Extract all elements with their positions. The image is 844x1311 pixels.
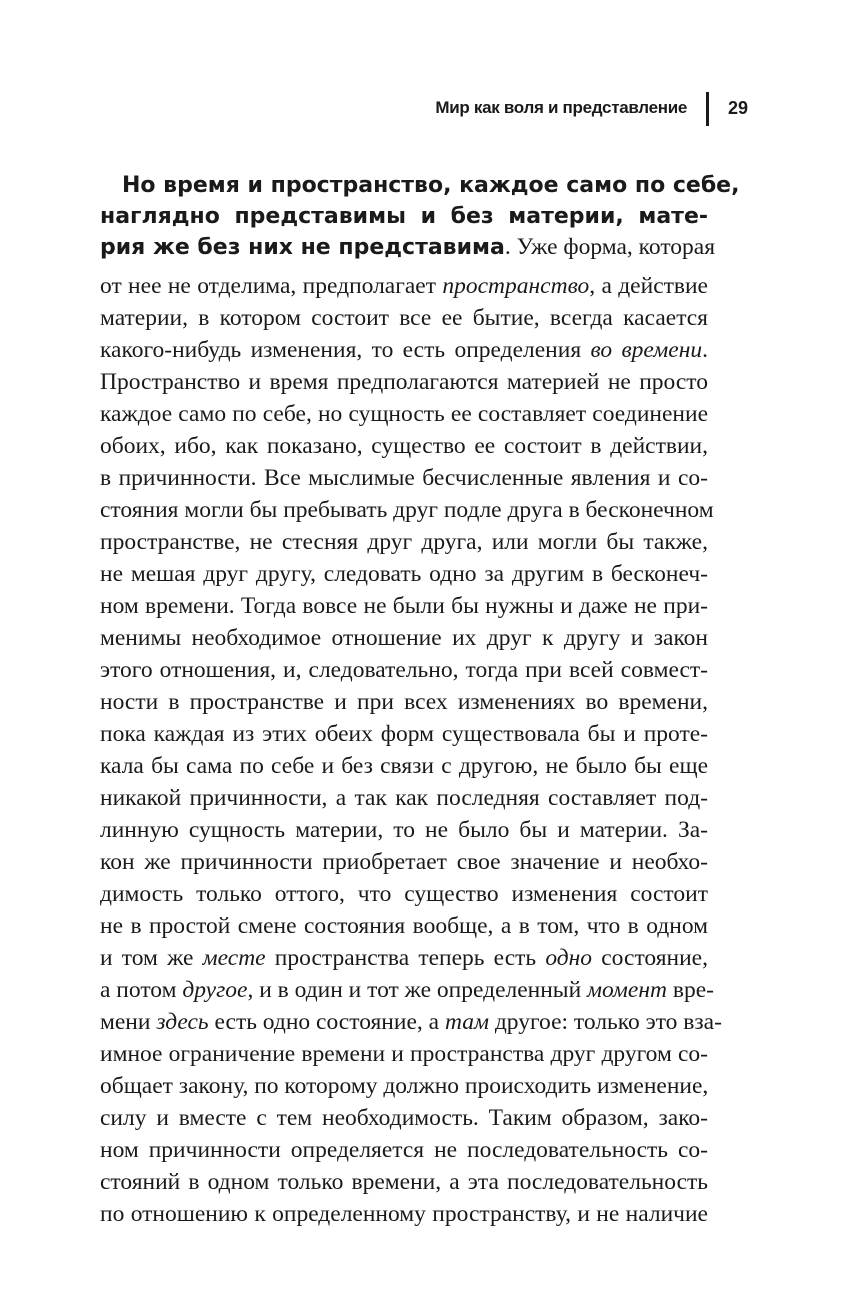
text-line: линную сущность материи, то не было бы и материи. За-	[100, 817, 708, 843]
text-line: стояний в одном только времени, а эта последовательность	[100, 1169, 708, 1195]
text-line: кала бы сама по себе и без связи с другою, не было бы еще	[100, 753, 708, 779]
text-line	[100, 201, 708, 231]
text-line	[100, 335, 708, 365]
italic-term: во времени	[590, 337, 703, 363]
italic-term: пространство	[442, 273, 590, 299]
text-line: силу и вместе с тем необходимость. Таким образом, зако-	[100, 1105, 708, 1131]
text-line	[100, 975, 714, 1005]
text-segment: от нее не отделима, предполагает	[100, 273, 443, 299]
italic-term: там	[444, 1009, 489, 1035]
text-line: Пространство и время предполагаются материей не просто	[100, 369, 708, 395]
text-line: менимы необходимое отношение их друг к другу и закон	[100, 625, 708, 651]
italic-term: момент	[587, 977, 667, 1003]
text-segment: мени	[100, 1009, 157, 1035]
text-line: димость только оттого, что существо изменения состоит	[100, 881, 708, 907]
text-segment: какого-нибудь изменения, то есть определения	[100, 337, 591, 363]
text-segment: вре-	[666, 977, 714, 1003]
text-line: этого отношения, и, следовательно, тогда при всей совмест-	[100, 657, 708, 683]
text-line: никакой причинности, а так как последняя составляет под-	[100, 785, 708, 811]
page-number: 29	[728, 98, 749, 118]
text-line: пока каждая из этих обеих форм существовала бы и проте-	[100, 721, 708, 747]
text-line: обоих, ибо, как показано, существо ее состоит в действии,	[100, 433, 708, 459]
text-line	[122, 170, 740, 200]
italic-term: месте	[202, 945, 266, 971]
running-header	[0, 92, 844, 126]
text-line: не в простой смене состояния вообще, а в том, что в одном	[100, 913, 708, 939]
text-line	[100, 271, 708, 301]
text-line: стояния могли бы пребывать друг подле друга в бесконечном	[100, 497, 714, 523]
running-title: Мир как воля и представление	[435, 98, 687, 117]
text-line: ном времени. Тогда вовсе не были бы нужны и даже не при-	[100, 593, 708, 619]
text-segment: .	[702, 337, 708, 363]
italic-term: другое	[182, 977, 248, 1003]
text-line: ности в пространстве и при всех изменениях во времени,	[100, 689, 708, 715]
text-line: материи, в котором состоит все ее бытие, всегда касается	[100, 305, 708, 331]
text-segment: пространства теперь есть	[265, 945, 546, 971]
bold-lead-text: наглядно представимы и без материи, мате-	[100, 204, 708, 229]
text-segment: . Уже форма, которая	[504, 234, 716, 260]
text-line: в причинности. Все мыслимые бесчисленные явления и со-	[100, 465, 708, 491]
text-line	[100, 232, 716, 262]
italic-term: одно	[545, 945, 593, 971]
bold-lead-text: Но время и пространство, каждое само по себе,	[122, 173, 740, 198]
text-line: ном причинности определяется не последовательность со-	[100, 1137, 708, 1163]
text-line: имное ограничение времени и пространства друг другом со-	[100, 1041, 708, 1067]
text-segment: другое: только это вза-	[488, 1009, 722, 1035]
text-line	[100, 1007, 722, 1037]
text-line: пространстве, не стесняя друг друга, или могли бы также,	[100, 529, 708, 555]
text-line: каждое само по себе, но сущность ее составляет соединение	[100, 401, 708, 427]
text-segment: , а действие	[589, 273, 708, 299]
text-line	[100, 943, 708, 973]
italic-term: здесь	[156, 1009, 209, 1035]
text-line: по отношению к определенному пространству, и не наличие	[100, 1201, 708, 1227]
text-segment: , и в один и тот же определенный	[247, 977, 588, 1003]
text-segment: а потом	[100, 977, 183, 1003]
text-line: кон же причинности приобретает свое значение и необхо-	[100, 849, 708, 875]
text-line: общает закону, по которому должно происходить изменение,	[100, 1073, 709, 1099]
text-segment: и том же	[100, 945, 203, 971]
bold-lead-text: рия же без них не представима	[100, 235, 505, 260]
header-divider	[706, 92, 709, 126]
text-segment: есть одно состояние, а	[208, 1009, 445, 1035]
text-line: не мешая друг другу, следовать одно за другим в бесконеч-	[100, 561, 708, 587]
text-segment: состояние,	[592, 945, 708, 971]
